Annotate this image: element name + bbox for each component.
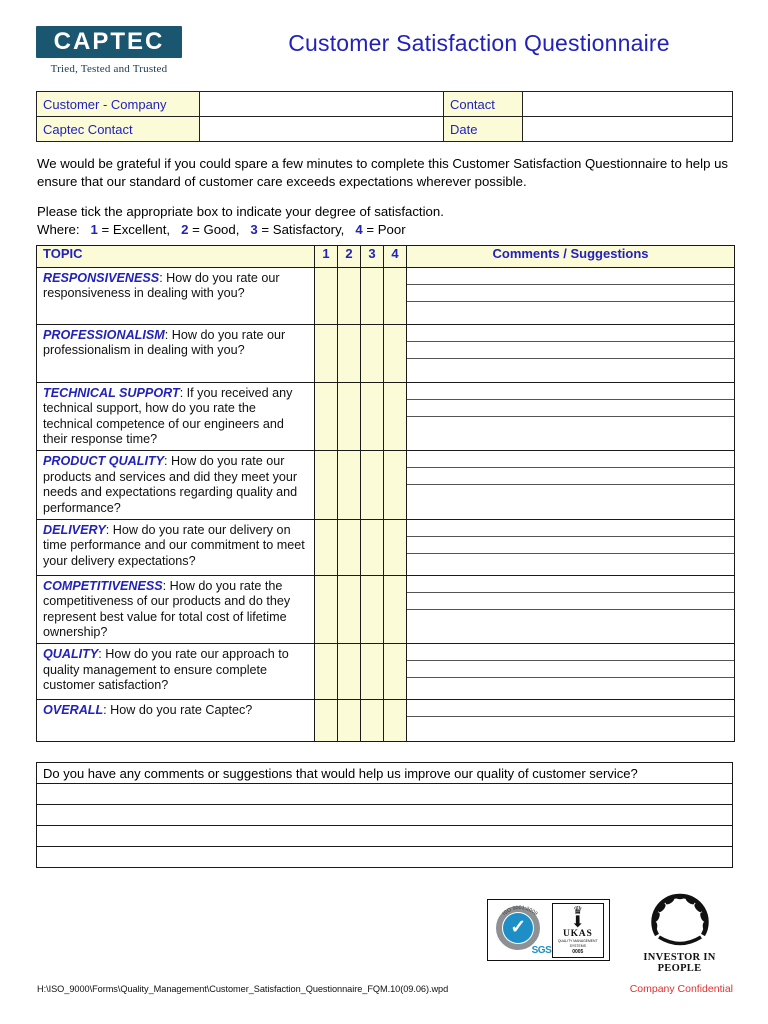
table-row	[37, 451, 735, 519]
rating-checkbox-2-row-2[interactable]	[338, 325, 361, 383]
rating-checkbox-3-row-3[interactable]	[361, 383, 384, 451]
rating-checkbox-1-row-8[interactable]	[315, 700, 338, 742]
rating-checkbox-3-row-8[interactable]	[361, 700, 384, 742]
table-row	[37, 325, 735, 383]
contact-label: Contact	[444, 92, 523, 117]
rating-checkbox-3-row-5[interactable]	[361, 519, 384, 575]
rating-checkbox-3-row-6[interactable]	[361, 575, 384, 643]
captec-logo	[36, 26, 186, 75]
comment-line[interactable]	[407, 678, 734, 695]
table-row	[37, 847, 733, 868]
topic-cell-delivery	[37, 519, 315, 575]
rating-checkbox-1-row-6[interactable]	[315, 575, 338, 643]
where-label: Where:	[37, 221, 80, 237]
comment-lines	[407, 520, 734, 571]
final-comment-line-1[interactable]	[37, 784, 733, 805]
topic-keyword: DELIVERY	[43, 522, 106, 537]
topic-keyword: RESPONSIVENESS	[43, 271, 160, 285]
crown-icon: ♛	[572, 904, 583, 917]
comment-lines	[407, 576, 734, 627]
comment-line[interactable]	[407, 325, 734, 342]
iso-9001-sgs-icon: ✓ ISO 9001:2008 SGS	[493, 904, 549, 957]
comment-lines	[407, 383, 734, 434]
topic-cell-product-quality	[37, 451, 315, 519]
captec-contact-label: Captec Contact	[37, 117, 200, 142]
final-comments-prompt: Do you have any comments or suggestions that would help us improve our quality of customer service?	[37, 763, 733, 784]
certification-logos	[487, 899, 610, 961]
topic-cell-professionalism	[37, 325, 315, 383]
iso-arc-label: ISO 9001:2008	[501, 904, 539, 917]
rating-scale-line	[37, 221, 735, 239]
footer-confidential-notice: Company Confidential	[629, 983, 733, 995]
rating-checkbox-3-row-1[interactable]	[361, 268, 384, 325]
footer-file-path: H:\ISO_9000\Forms\Quality_Management\Customer_Satisfaction_Questionnaire_FQM.10(09.06).wpd	[37, 984, 449, 994]
arrow-icon: ⬇	[571, 913, 585, 931]
topic-cell-quality	[37, 644, 315, 700]
header-comments: Comments / Suggestions	[407, 246, 735, 268]
contact-input[interactable]	[523, 92, 733, 117]
table-row	[37, 644, 735, 700]
scale-num-2: 2	[181, 221, 189, 237]
comment-line[interactable]	[407, 717, 734, 734]
rating-checkbox-4-row-1[interactable]	[384, 268, 407, 325]
comments-cell-row-3[interactable]	[407, 383, 735, 451]
customer-company-label: Customer - Company	[37, 92, 200, 117]
comment-line[interactable]	[407, 576, 734, 593]
logo-wordmark: CAPTEC	[53, 28, 165, 55]
rating-checkbox-4-row-5[interactable]	[384, 519, 407, 575]
table-row	[37, 700, 735, 742]
laurel-wreath-icon	[645, 893, 715, 951]
topic-question: : How do you rate our responsiveness in dealing with you?	[43, 271, 280, 301]
comments-cell-row-5[interactable]	[407, 519, 735, 575]
final-comment-line-4[interactable]	[37, 847, 733, 868]
rating-checkbox-2-row-4[interactable]	[338, 451, 361, 519]
header-topic: TOPIC	[37, 246, 315, 268]
comment-line[interactable]	[407, 554, 734, 571]
final-comments-table	[36, 762, 733, 868]
scale-meaning-4: = Poor	[366, 221, 406, 237]
comment-line[interactable]	[407, 610, 734, 627]
topic-question: : How do you rate Captec?	[103, 703, 253, 718]
rating-checkbox-1-row-4[interactable]	[315, 451, 338, 519]
comment-line[interactable]	[407, 383, 734, 400]
comments-cell-row-7[interactable]	[407, 644, 735, 700]
logo-box	[36, 26, 182, 58]
svg-text:ISO 9001:2008	[502, 904, 539, 916]
topic-keyword: OVERALL	[43, 703, 104, 718]
rating-checkbox-2-row-3[interactable]	[338, 383, 361, 451]
questionnaire-table	[36, 245, 735, 742]
sgs-label: SGS	[531, 944, 552, 956]
rating-checkbox-2-row-8[interactable]	[338, 700, 361, 742]
rating-checkbox-2-row-1[interactable]	[338, 268, 361, 325]
date-input[interactable]	[523, 117, 733, 142]
rating-checkbox-4-row-6[interactable]	[384, 575, 407, 643]
topic-cell-competitiveness	[37, 575, 315, 643]
scale-num-3: 3	[250, 221, 258, 237]
table-row	[37, 519, 735, 575]
rating-checkbox-1-row-1[interactable]	[315, 268, 338, 325]
comment-lines	[407, 325, 734, 376]
comment-line[interactable]	[407, 268, 734, 285]
comment-line[interactable]	[407, 468, 734, 485]
intro-instruction: Please tick the appropriate box to indicate your degree of satisfaction.	[37, 204, 444, 220]
comment-line[interactable]	[407, 400, 734, 417]
rating-checkbox-4-row-2[interactable]	[384, 325, 407, 383]
table-row	[37, 383, 735, 451]
comment-line[interactable]	[407, 593, 734, 610]
header-rating-3: 3	[361, 246, 384, 268]
scale-meaning-2: = Good,	[192, 221, 240, 237]
topic-question: : How do you rate our approach to quality management to ensure complete customer satisfaction?	[43, 647, 289, 693]
table-row	[37, 784, 733, 805]
comment-line[interactable]	[407, 451, 734, 468]
ukas-label: UKAS	[562, 928, 593, 939]
ukas-sublabel: QUALITY MANAGEMENT SYSTEMS	[557, 939, 598, 948]
comment-lines	[407, 644, 734, 695]
comments-cell-row-6[interactable]	[407, 575, 735, 643]
comment-line[interactable]	[407, 302, 734, 319]
captec-contact-input[interactable]	[200, 117, 444, 142]
comment-line[interactable]	[407, 700, 734, 717]
topic-question: : How do you rate our delivery on time performance and our commitment to meet your delivery expectations?	[43, 522, 305, 568]
customer-company-input[interactable]	[200, 92, 444, 117]
topic-cell-responsiveness	[37, 268, 315, 325]
rating-checkbox-3-row-2[interactable]	[361, 325, 384, 383]
logo-tagline: Tried, Tested and Trusted	[50, 63, 168, 75]
date-label: Date	[444, 117, 523, 142]
topic-keyword: QUALITY	[43, 647, 99, 662]
page-title: Customer Satisfaction Questionnaire	[288, 30, 670, 56]
rating-checkbox-3-row-7[interactable]	[361, 644, 384, 700]
topic-question: : How do you rate our products and services and did they meet your needs and expectations regarding quality and performance?	[43, 454, 298, 515]
topic-cell-overall	[37, 700, 315, 742]
comment-line[interactable]	[407, 644, 734, 661]
investor-in-people-logo	[622, 893, 737, 974]
comments-cell-row-8[interactable]	[407, 700, 735, 742]
topic-cell-technical-support	[37, 383, 315, 451]
investor-in-people-label: INVESTOR IN PEOPLE	[643, 952, 716, 974]
comments-cell-row-2[interactable]	[407, 325, 735, 383]
rating-checkbox-3-row-4[interactable]	[361, 451, 384, 519]
topic-question: : If you received any technical support, how do you rate the technical competence of our engineers and their response time?	[43, 386, 293, 447]
ukas-icon	[552, 903, 604, 958]
comment-line[interactable]	[407, 417, 734, 434]
comment-line[interactable]	[407, 537, 734, 554]
comment-line[interactable]	[407, 485, 734, 502]
rating-checkbox-2-row-7[interactable]	[338, 644, 361, 700]
rating-checkbox-1-row-5[interactable]	[315, 519, 338, 575]
table-row	[37, 92, 733, 117]
scale-num-4: 4	[355, 221, 363, 237]
table-row	[37, 805, 733, 826]
table-row	[37, 763, 733, 784]
rating-checkbox-4-row-7[interactable]	[384, 644, 407, 700]
comment-lines	[407, 268, 734, 319]
comment-lines	[407, 700, 734, 734]
topic-question: : How do you rate the competitiveness of our products and do they represent best value for total cost of lifetime ownership?	[43, 578, 291, 639]
rating-checkbox-2-row-6[interactable]	[338, 575, 361, 643]
comment-line[interactable]	[407, 520, 734, 537]
page-header	[36, 26, 732, 84]
scale-num-1: 1	[90, 221, 98, 237]
comment-line[interactable]	[407, 359, 734, 376]
topic-keyword: TECHNICAL SUPPORT	[43, 386, 180, 400]
topic-keyword: COMPETITIVENESS	[43, 578, 163, 593]
final-comment-line-2[interactable]	[37, 805, 733, 826]
comments-cell-row-1[interactable]	[407, 268, 735, 325]
table-row	[37, 268, 735, 325]
rating-checkbox-4-row-3[interactable]	[384, 383, 407, 451]
comment-line[interactable]	[407, 661, 734, 678]
topic-question: : How do you rate our professionalism in dealing with you?	[43, 328, 286, 358]
intro-paragraph: We would be grateful if you could spare a few minutes to complete this Customer Satisfaction Questionnaire to help us ensure that our standard of customer care exceeds expectations wherever possible.	[37, 156, 728, 189]
header-rating-4: 4	[384, 246, 407, 268]
header-rating-1: 1	[315, 246, 338, 268]
table-header-row	[37, 246, 735, 268]
table-row	[37, 826, 733, 847]
comments-cell-row-4[interactable]	[407, 451, 735, 519]
intro-section	[37, 155, 735, 238]
comment-line[interactable]	[407, 285, 734, 302]
rating-checkbox-1-row-7[interactable]	[315, 644, 338, 700]
rating-checkbox-4-row-4[interactable]	[384, 451, 407, 519]
scale-meaning-3: = Satisfactory,	[261, 221, 345, 237]
header-rating-2: 2	[338, 246, 361, 268]
final-comment-line-3[interactable]	[37, 826, 733, 847]
rating-checkbox-1-row-3[interactable]	[315, 383, 338, 451]
comment-lines	[407, 451, 734, 502]
rating-checkbox-4-row-8[interactable]	[384, 700, 407, 742]
topic-keyword: PRODUCT QUALITY	[43, 454, 165, 469]
contact-details-table	[36, 91, 733, 142]
topic-keyword: PROFESSIONALISM	[43, 328, 165, 342]
scale-meaning-1: = Excellent,	[101, 221, 171, 237]
table-row	[37, 575, 735, 643]
table-row	[37, 117, 733, 142]
comment-line[interactable]	[407, 342, 734, 359]
rating-checkbox-2-row-5[interactable]	[338, 519, 361, 575]
ukas-number: 0005	[572, 948, 584, 955]
rating-checkbox-1-row-2[interactable]	[315, 325, 338, 383]
